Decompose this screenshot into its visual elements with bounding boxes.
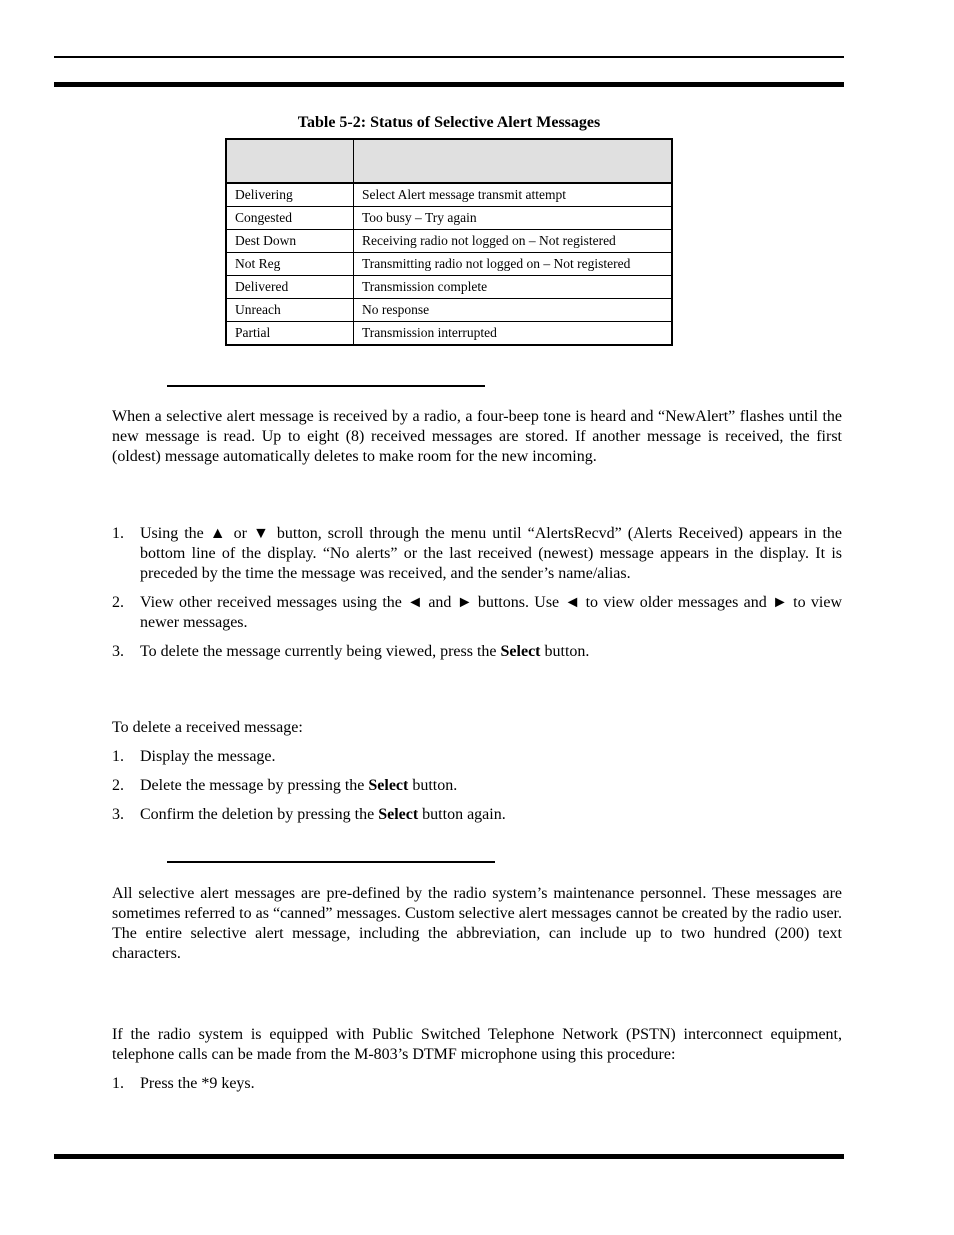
delete-intro: To delete a received message: <box>112 719 303 736</box>
step-number: 1. <box>112 525 124 542</box>
select-keyword: Select <box>378 806 419 823</box>
step-text-post: button again. <box>418 806 506 823</box>
table-row <box>226 276 672 299</box>
table-row <box>226 230 672 253</box>
telephone-paragraph: If the radio system is equipped with Public Switched Telephone Network (PSTN) interconnect equipment, telephone calls can be made from the M-803’s DTMF microphone using this procedure: <box>112 1026 842 1063</box>
step-number: 3. <box>112 643 124 660</box>
step-number: 1. <box>112 748 124 765</box>
footer-rule <box>54 1154 844 1159</box>
meaning-cell: Select Alert message transmit attempt <box>354 183 673 207</box>
status-cell: Congested <box>226 207 354 230</box>
status-cell: Partial <box>226 322 354 346</box>
status-table <box>225 138 673 346</box>
step-text: Using the ▲ or ▼ button, scroll through the menu until “AlertsRecvd” (Alerts Received) appears in the bottom line of the display. “No alerts” or the last received (newest) message appears in the display. It is preceded by the time the message was received, and the sender’s name/alias. <box>140 525 842 582</box>
table-row <box>226 183 672 207</box>
step-text: View other received messages using the ◄ and ► buttons. Use ◄ to view older messages and ► to view newer messages. <box>140 594 842 631</box>
status-cell: Unreach <box>226 299 354 322</box>
step-text-pre: To delete the message currently being viewed, press the <box>140 643 501 660</box>
meaning-cell: Transmission interrupted <box>354 322 673 346</box>
step-text: Press the *9 keys. <box>140 1075 255 1092</box>
meaning-cell: Receiving radio not logged on – Not registered <box>354 230 673 253</box>
status-cell: Dest Down <box>226 230 354 253</box>
step-text-post: button. <box>540 643 590 660</box>
delete-steps <box>112 747 842 825</box>
select-keyword: Select <box>500 643 541 660</box>
select-keyword: Select <box>368 777 409 794</box>
list-item <box>112 593 842 633</box>
table-row <box>226 322 672 346</box>
step-text: Display the message. <box>140 748 276 765</box>
telephone-steps <box>112 1074 842 1094</box>
table-caption: Table 5-2: Status of Selective Alert Messages <box>297 114 601 131</box>
section-heading-underline <box>167 861 495 863</box>
list-item <box>112 1074 842 1094</box>
section-heading-underline <box>167 385 485 387</box>
status-cell: Delivering <box>226 183 354 207</box>
view-messages-steps <box>112 524 842 662</box>
predefined-paragraph: All selective alert messages are pre-defined by the radio system’s maintenance personnel. These messages are sometimes referred to as “canned” messages. Custom selective alert messages cannot be created by the radio user. The entire selective alert message, including the abbreviation, can include up to two hundred (200) text characters. <box>112 885 842 962</box>
meaning-cell: Transmission complete <box>354 276 673 299</box>
table-header-cell <box>354 139 673 183</box>
meaning-cell: No response <box>354 299 673 322</box>
step-number: 1. <box>112 1075 124 1092</box>
header-rule-thick <box>54 82 844 87</box>
list-item <box>112 524 842 584</box>
meaning-cell: Transmitting radio not logged on – Not registered <box>354 253 673 276</box>
table-row <box>226 299 672 322</box>
header-rule-thin <box>54 56 844 58</box>
status-cell: Not Reg <box>226 253 354 276</box>
meaning-cell: Too busy – Try again <box>354 207 673 230</box>
step-number: 2. <box>112 594 124 611</box>
list-item <box>112 747 842 767</box>
table-row <box>226 253 672 276</box>
table-header-row <box>226 139 672 183</box>
step-text-post: button. <box>408 777 458 794</box>
step-text-pre: Delete the message by pressing the <box>140 777 369 794</box>
table-header-cell <box>226 139 354 183</box>
list-item <box>112 642 842 662</box>
list-item <box>112 805 842 825</box>
received-intro-paragraph: When a selective alert message is received by a radio, a four-beep tone is heard and “NewAlert” flashes until the new message is read. Up to eight (8) received messages are stored. If another message is received, the first (oldest) message automatically deletes to make room for the new incoming. <box>112 408 842 465</box>
table-row <box>226 207 672 230</box>
status-cell: Delivered <box>226 276 354 299</box>
step-number: 3. <box>112 806 124 823</box>
list-item <box>112 776 842 796</box>
step-text-pre: Confirm the deletion by pressing the <box>140 806 379 823</box>
step-number: 2. <box>112 777 124 794</box>
